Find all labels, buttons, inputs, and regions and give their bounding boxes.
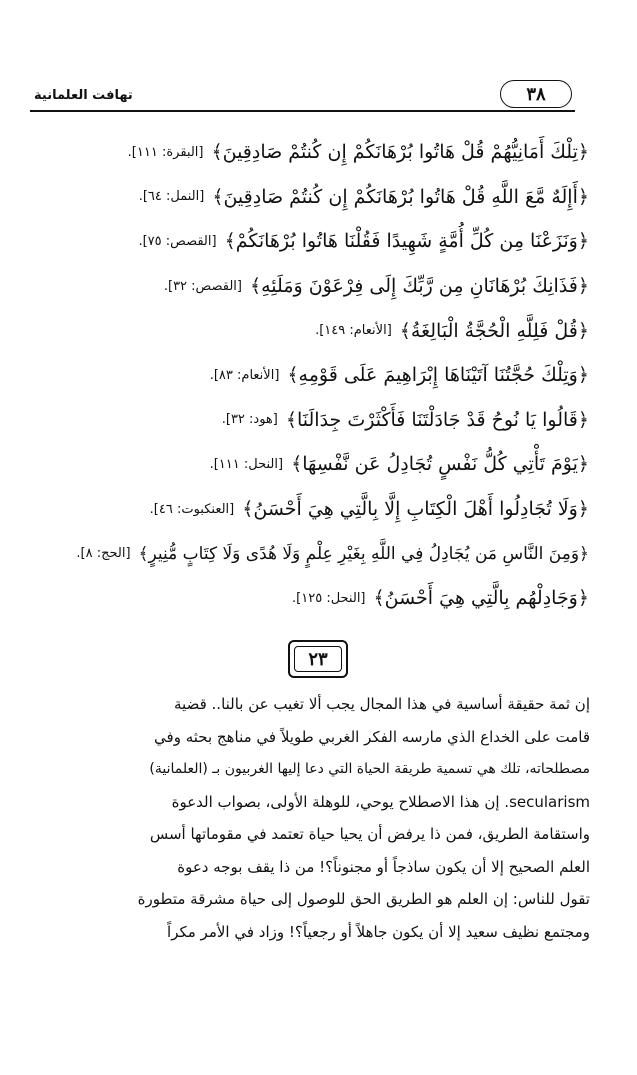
verse-text: ﴿وَجَادِلْهُم بِالَّتِي هِيَ أَحْسَنُ﴾ — [373, 587, 589, 610]
verse-line — [49, 398, 589, 443]
verse-line — [49, 175, 589, 220]
verse-reference: [هود: ٣٢]. — [221, 412, 278, 428]
verse-reference: [الحج: ٨]. — [76, 546, 131, 562]
paragraph-line: إن ثمة حقيقة أساسية في هذا المجال يجب ألا تغيب عن بالنا.. قضية — [174, 695, 590, 714]
page-number: ٣٨ — [500, 80, 572, 108]
verse-reference: [الأنعام: ١٤٩]. — [315, 323, 392, 339]
book-title: تهافت العلمانية — [34, 88, 133, 103]
paragraph-line: تقول للناس: إن العلم هو الطريق الحق للوصول إلى حياة مشرقة متطورة — [137, 890, 590, 909]
verse-reference: [النحل: ١١١]. — [209, 456, 284, 472]
paragraph-line: مصطلحاته، تلك هي تسمية طريقة الحياة التي دعا إليها الغربيون بـ (العلمانية) — [149, 761, 590, 778]
body-paragraph — [40, 688, 590, 948]
section-number-box — [288, 640, 348, 678]
verse-reference: [الأنعام: ٨٣]. — [209, 367, 280, 383]
verse-text: ﴿وَتِلْكَ حُجَّتُنَا آتَيْنَاهَا إِبْرَاهِيمَ عَلَى قَوْمِهِ﴾ — [287, 364, 589, 387]
verse-line — [49, 442, 589, 487]
verse-text: ﴿قَالُوا يَا نُوحُ قَدْ جَادَلْتَنَا فَأَكْثَرْتَ جِدَالَنَا﴾ — [285, 408, 589, 431]
paragraph-line: واستقامة الطريق، فمن ذا يرفض أن يحيا حياة تعتمد في مقوماتها أسس — [149, 825, 590, 844]
paragraph-line: ومجتمع نظيف سعيد إلا أن يكون جاهلاً أو رجعياً؟! وزاد في الأمر مكراً — [167, 922, 590, 941]
paragraph-line: قامت على الخداع الذي مارسه الفكر الغربي طويلاً في مناهج بحثه وفي — [154, 727, 590, 746]
verse-text: ﴿فَذَانِكَ بُرْهَانَانِ مِن رَّبِّكَ إِلَى فِرْعَوْنَ وَمَلَئِهِ﴾ — [249, 275, 589, 298]
verse-line — [49, 487, 589, 532]
verse-text: ﴿يَوْمَ تَأْتِي كُلُّ نَفْسٍ تُجَادِلُ عَن نَّفْسِهَا﴾ — [291, 453, 589, 476]
header-rule — [30, 110, 575, 112]
verse-list — [49, 130, 589, 621]
verse-line — [49, 308, 589, 353]
verse-line — [49, 576, 589, 621]
page-header — [30, 78, 575, 112]
section-number: ٢٣ — [294, 646, 342, 672]
verse-reference: [القصص: ٧٥]. — [138, 233, 217, 249]
verse-line — [49, 353, 589, 398]
paragraph-line: secularism. إن هذا الاصطلاح يوحي، للوهلة الأولى، بصواب الدعوة — [171, 792, 590, 811]
verse-reference: [النمل: ٦٤]. — [138, 189, 205, 205]
verse-text: ﴿وَلَا تُجَادِلُوا أَهْلَ الْكِتَابِ إِلَّا بِالَّتِي هِيَ أَحْسَنُ﴾ — [242, 498, 589, 521]
verse-text: ﴿تِلْكَ أَمَانِيُّهُمْ قُلْ هَاتُوا بُرْهَانَكُمْ إِن كُنتُمْ صَادِقِينَ﴾ — [211, 141, 589, 164]
verse-line — [49, 130, 589, 175]
paragraph-line: العلم الصحيح إلا أن يكون ساذجاً أو مجنوناً؟! من ذا يقف بوجه دعوة — [177, 857, 590, 876]
verse-text: ﴿قُلْ فَلِلَّهِ الْحُجَّةُ الْبَالِغَةُ﴾ — [399, 319, 589, 342]
verse-line — [49, 264, 589, 309]
verse-reference: [البقرة: ١١١]. — [127, 144, 204, 160]
verse-text: ﴿وَمِنَ النَّاسِ مَن يُجَادِلُ فِي اللَّهِ بِغَيْرِ عِلْمٍ وَلَا هُدًى وَلَا كِتَابٍ مُّنِيرٍ﴾ — [138, 544, 589, 565]
verse-text: ﴿أَإِلَهٌ مَّعَ اللَّهِ قُلْ هَاتُوا بُرْهَانَكُمْ إِن كُنتُمْ صَادِقِينَ﴾ — [212, 185, 589, 208]
verse-text: ﴿وَنَزَعْنَا مِن كُلِّ أُمَّةٍ شَهِيدًا فَقُلْنَا هَاتُوا بُرْهَانَكُمْ﴾ — [224, 230, 589, 253]
verse-line — [49, 531, 589, 576]
verse-line — [49, 219, 589, 264]
verse-reference: [القصص: ٣٢]. — [163, 278, 242, 294]
verse-reference: [العنكبوت: ٤٦]. — [149, 501, 235, 517]
verse-reference: [النحل: ١٢٥]. — [292, 590, 366, 606]
